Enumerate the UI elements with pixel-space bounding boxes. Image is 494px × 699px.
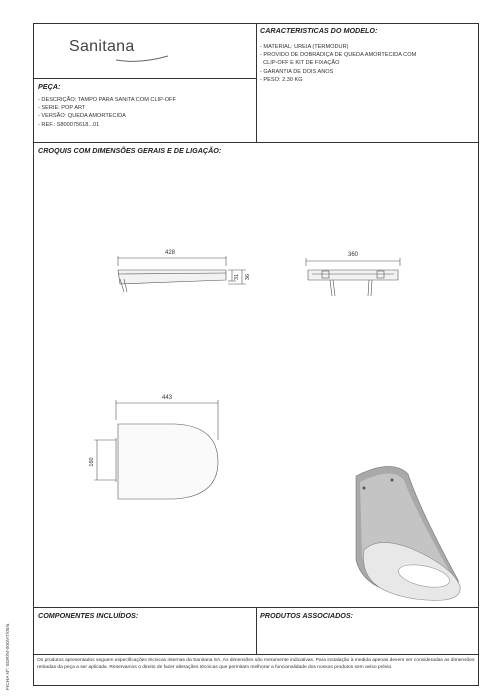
footer-top-rule (33, 654, 479, 655)
dim-side-length: 428 (164, 250, 176, 256)
dim-rear-width: 360 (347, 252, 359, 258)
piece-item: - REF.: S800075618...01 (38, 121, 100, 128)
dim-side-height-outer: 36 (245, 273, 251, 281)
brand-logo (69, 38, 135, 56)
piece-item: - SERIE: POP ART (38, 105, 86, 112)
characteristic-item: - MATERIAL: UREIA (TERMODUR) (260, 44, 349, 50)
piece-item: - VERSÃO: QUEDA AMORTECIDA (38, 113, 126, 120)
dim-top-hinge: 160 (89, 457, 95, 467)
header-divider (256, 23, 257, 143)
included-components-title: COMPONENTES INCLUÍDOS: (38, 611, 139, 620)
characteristic-item: - GARANTIA DE DOIS ANOS (260, 68, 334, 75)
dim-top-length: 443 (161, 395, 173, 401)
footer-note: Os produtos apresentados seguem especificações técnicas internas da Sanitana SA. As dimensões são meramente indicativas. Para instalação à medida apenas devem ser consideradas as dimensões retiradas da peça a ser aplicada. Reservamos o direito de fazer alterações técnicas que permitam melhorar a funcionalidade dos nossos produtos sem aviso prévio. (37, 658, 475, 670)
piece-title: PEÇA: (38, 82, 61, 91)
sketch-title: CROQUIS COM DIMENSÕES GERAIS E DE LIGAÇÃO: (38, 146, 222, 155)
model-characteristics-title: CARACTERISTICAS DO MODELO: (260, 26, 378, 35)
associated-products-title: PRODUTOS ASSOCIADOS: (260, 611, 354, 620)
dim-side-height-inner: 31 (234, 273, 240, 281)
components-divider (256, 607, 257, 654)
piece-item: - DESCRIÇÃO: TAMPO PARA SANITA COM CLIP-OFF (38, 97, 176, 103)
brand-name: Sanitana (69, 38, 135, 55)
characteristic-item: - PESO: 2.30 KG (260, 76, 303, 83)
sketch-top-rule (33, 142, 479, 143)
model-characteristics-list (260, 43, 416, 84)
form-code: FICHA Nº: SGR/M-000/AT/00/a (6, 623, 11, 690)
characteristic-item: CLIP-OFF E KIT DE FIXAÇÃO (260, 60, 340, 67)
characteristic-item: - PROVIDO DE DOBRADIÇA DE QUEDA AMORTECIDA COM (260, 52, 417, 59)
logo-separator (33, 78, 256, 79)
piece-list (38, 96, 176, 129)
